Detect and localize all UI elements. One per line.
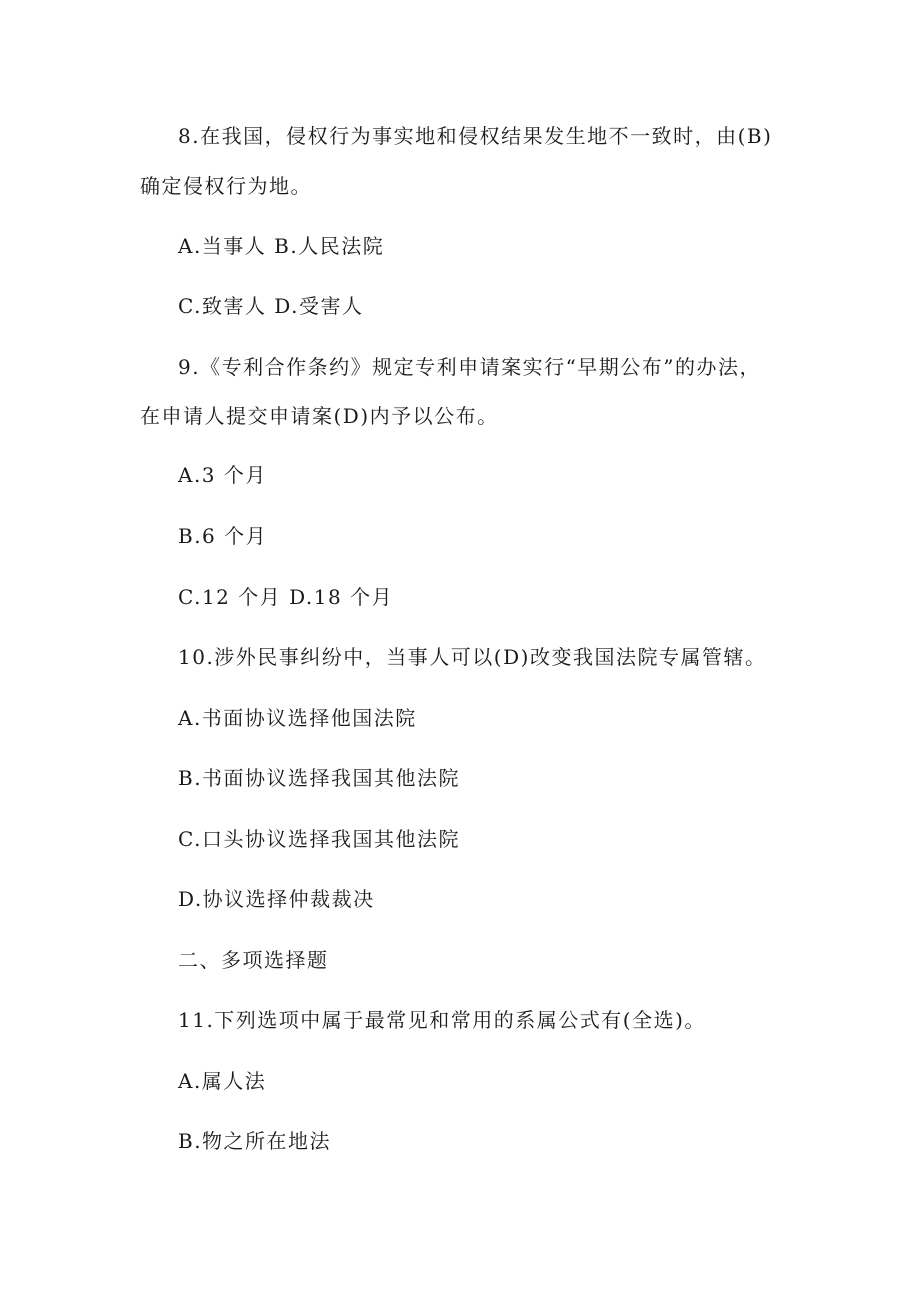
question-10-text: 10.涉外民事纠纷中，当事人可以(D)改变我国法院专属管辖。 [178, 645, 767, 669]
question-11-option-b: B.物之所在地法 [178, 1129, 332, 1153]
question-10-option-b: B.书面协议选择我国其他法院 [178, 766, 461, 790]
question-8-option-ab: A.当事人 B.人民法院 [178, 234, 385, 258]
question-9-option-cd: C.12 个月 D.18 个月 [178, 585, 394, 609]
question-8-option-cd: C.致害人 D.受害人 [178, 294, 364, 318]
question-9-option-b: B.6 个月 [178, 524, 268, 548]
question-10-option-a: A.书面协议选择他国法院 [178, 706, 417, 730]
question-9-option-a: A.3 个月 [178, 463, 267, 487]
question-11-text: 11.下列选项中属于最常见和常用的系属公式有(全选)。 [178, 1008, 706, 1032]
question-10-option-c: C.口头协议选择我国其他法院 [178, 827, 460, 851]
question-8-text: 8.在我国，侵权行为事实地和侵权结果发生地不一致时，由(B) [178, 124, 773, 148]
question-9-text: 9.《专利合作条约》规定专利申请案实行“早期公布”的办法， [178, 355, 762, 379]
question-9-text-cont: 在申请人提交申请案(D)内予以公布。 [140, 404, 499, 428]
section-heading: 二、多项选择题 [178, 948, 329, 972]
question-8-text-cont: 确定侵权行为地。 [140, 174, 312, 198]
question-10-option-d: D.协议选择仲裁裁决 [178, 887, 375, 911]
question-11-option-a: A.属人法 [178, 1069, 267, 1093]
